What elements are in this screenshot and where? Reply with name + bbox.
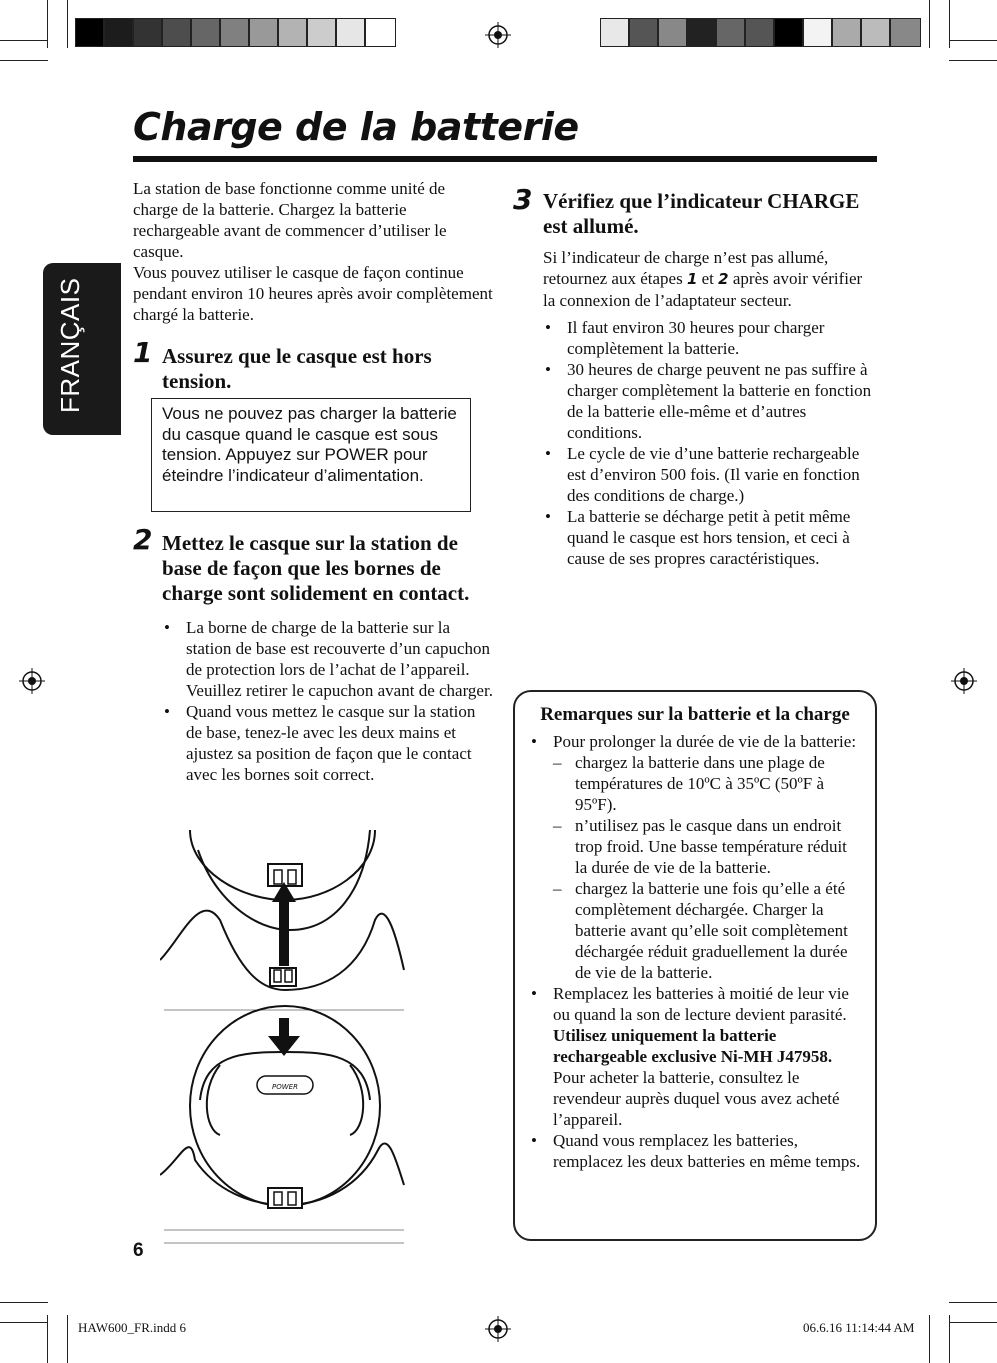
- charging-illustration: [160, 830, 406, 1248]
- list-item: • La batterie se décharge petit à petit même quand le casque est hors tension, et ceci à cause de ses propres caractéristiques.: [543, 506, 879, 569]
- step-ref-1: 1: [686, 270, 698, 288]
- power-label: POWER: [272, 1083, 298, 1091]
- step-1-number: 1: [133, 336, 153, 369]
- list-item: • 30 heures de charge peuvent ne pas suffire à charger complètement la batterie en fonction de la batterie elle-même et d’autres conditions.: [543, 359, 879, 443]
- language-tab-label: FRANÇAIS: [55, 277, 85, 413]
- intro-text: [133, 178, 493, 325]
- sub-list-item: – chargez la batterie dans une plage de températures de 10ºC à 35ºC (50ºF à 95ºF).: [551, 752, 861, 815]
- registration-mark-icon: [951, 668, 977, 694]
- registration-mark-icon: [19, 668, 45, 694]
- remarks-title: Remarques sur la batterie et la charge: [540, 704, 850, 725]
- step-1-note: Vous ne pouvez pas charger la batterie du casque quand le casque est sous tension. Appuyez sur POWER pour éteindre l’indicateur d’alimentation.: [151, 398, 471, 512]
- page-title: Charge de la batterie: [133, 105, 579, 149]
- sub-list-item: – chargez la batterie une fois qu’elle a été complètement déchargée. Charger la batterie avant qu’elle soit complètement déchargée réduit graduellement la durée de vie de la batterie.: [551, 878, 861, 983]
- title-rule: [133, 156, 877, 162]
- list-item: • La borne de charge de la batterie sur la station de base est recouverte d’un capuchon de protection lors de l’achat de l’appareil. Veuillez retirer le capuchon avant de charger.: [162, 617, 494, 701]
- step-2-list: [162, 617, 494, 785]
- language-tab: [43, 263, 121, 435]
- step-3-number: 3: [513, 183, 533, 216]
- step-3-title: Vérifiez que l’indicateur CHARGE est allumé.: [543, 189, 860, 238]
- intro-paragraph: La station de base fonctionne comme unité de charge de la batterie. Chargez la batterie rechargeable avant de commencer d’utiliser le casque.: [133, 179, 447, 261]
- sub-list: [551, 752, 861, 983]
- step-2-number: 2: [133, 523, 153, 556]
- registration-mark-icon: [485, 1316, 511, 1342]
- step-3-paragraph: Si l’indicateur de charge n’est pas allumé, retournez aux étapes 1 et 2 après avoir vérifier la connexion de l’adaptateur secteur.: [543, 248, 863, 310]
- intro-paragraph-2: Vous pouvez utiliser le casque de façon continue pendant environ 10 heures après avoir complètement chargé la batterie.: [133, 263, 493, 324]
- list-item: • Le cycle de vie d’une batterie rechargeable est d’environ 500 fois. (Il varie en fonction des conditions de charge.): [543, 443, 879, 506]
- step-ref-2: 2: [718, 270, 729, 288]
- list-item: • Il faut environ 30 heures pour charger complètement la batterie.: [543, 317, 879, 359]
- page-number: 6: [133, 1240, 144, 1261]
- registration-mark-icon: [485, 22, 511, 48]
- step-2-title: Mettez le casque sur la station de base de façon que les bornes de charge sont solidement en contact.: [162, 531, 470, 605]
- step-1-title: Assurez que le casque est hors tension.: [162, 344, 432, 393]
- list-item: • Pour prolonger la durée de vie de la batterie: – chargez la batterie dans une plage de températures de 10ºC à 35ºC (50ºF à 95ºF). – n’utilisez pas le casque dans un endroit trop froid. Une basse température réduit la durée de vie de la batterie. – chargez la batterie une fois qu’elle a été complètement déchargée. Charger la batterie avant qu’elle soit complètement déchargée réduit graduellement la durée de vie de la batterie.: [529, 731, 861, 983]
- footer-stamp: 06.6.16 11:14:44 AM: [803, 1320, 915, 1335]
- list-item: • Remplacez les batteries à moitié de leur vie ou quand la son de lecture devient parasité. Utilisez uniquement la batterie rechargeable exclusive Ni-MH J47958. Pour acheter la batterie, consultez le revendeur auprès duquel vous avez acheté l’appareil.: [529, 983, 861, 1130]
- remarks-box: [513, 690, 877, 1241]
- step-3-list: [543, 317, 879, 569]
- list-item: • Quand vous remplacez les batteries, remplacez les deux batteries en même temps.: [529, 1130, 861, 1172]
- list-item: • Quand vous mettez le casque sur la station de base, tenez-le avec les deux mains et ajustez sa position de façon que le contact avec les bornes soit correct.: [162, 701, 494, 785]
- footer-file: HAW600_FR.indd 6: [78, 1320, 187, 1335]
- remarks-list: [529, 731, 861, 1172]
- sub-list-item: – n’utilisez pas le casque dans un endroit trop froid. Une basse température réduit la durée de vie de la batterie.: [551, 815, 861, 878]
